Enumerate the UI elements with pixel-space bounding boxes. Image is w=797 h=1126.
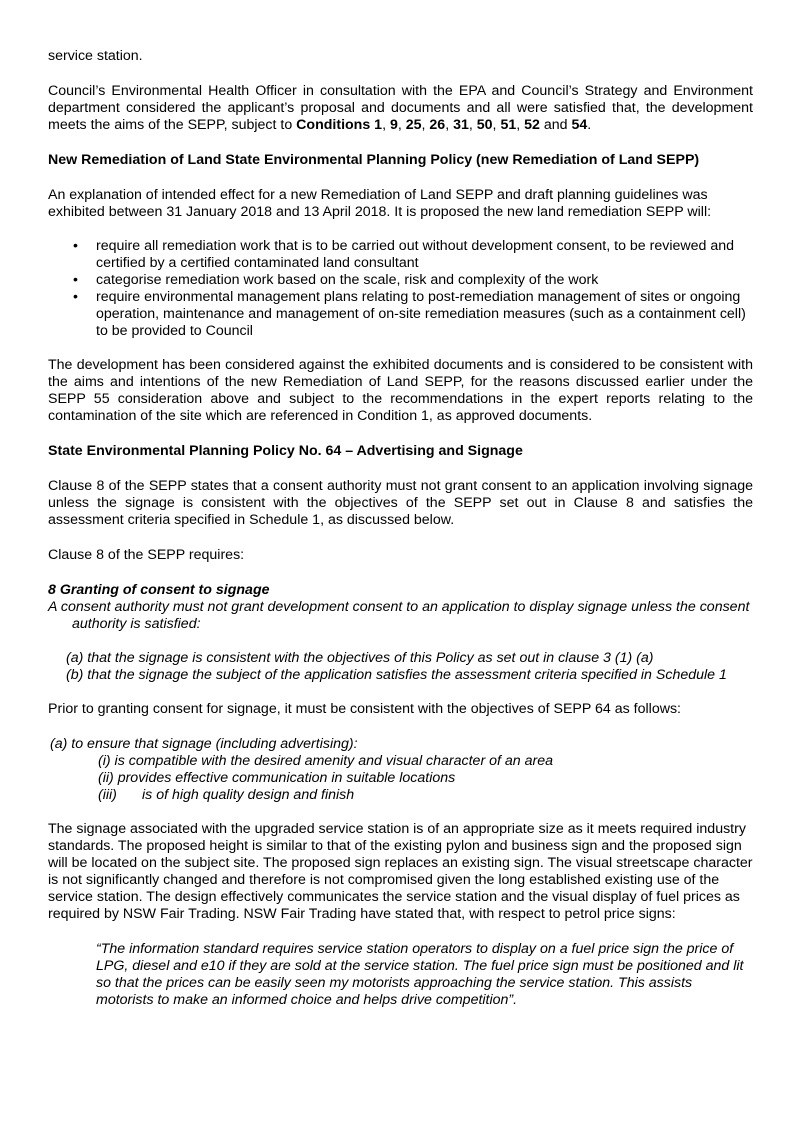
objective-iii: (iii) is of high quality design and finish xyxy=(98,787,355,803)
intro-fragment: service station. xyxy=(48,48,143,64)
objective-a: (a) to ensure that signage (including advertising): xyxy=(50,736,358,752)
condition-ref: 26 xyxy=(429,117,446,133)
council-paragraph: Council’s Environmental Health Officer in consultation with the EPA and Council’s Strategy and Environment department considered the applicant’s proposal and documents and all were satisfied that, the development meets the aims of the SEPP, subject to Conditions 1, 9, 25, 26, 31, 50, 51, 52 and 54. xyxy=(48,83,753,133)
development-paragraph: The development has been considered against the exhibited documents and is considered to be consistent with the aims and intentions of the new Remediation of Land SEPP, for the reasons discussed earlier under the SEPP 55 consideration above and subject to the recommendations in the expert reports relating to the contamination of the site which are referenced in Condition 1, as approved documents. xyxy=(48,357,753,424)
sepp64-heading: State Environmental Planning Policy No. 64 – Advertising and Signage xyxy=(48,443,523,459)
clause-item-b: (b) that the signage the subject of the application satisfies the assessment criteria specified in Schedule 1 xyxy=(66,667,727,683)
document-page xyxy=(48,48,753,1009)
objectives-list xyxy=(48,736,753,804)
granting-text: A consent authority must not grant development consent to an application to display signage unless the consent authority is satisfied: xyxy=(48,599,750,632)
remediation-heading: New Remediation of Land State Environmental Planning Policy (new Remediation of Land SEPP) xyxy=(48,152,700,168)
remediation-bullet-list xyxy=(48,238,753,340)
signage-paragraph: The signage associated with the upgraded service station is of an appropriate size as it meets required industry standards. The proposed height is similar to that of the existing pylon and business sign and the proposed sign will be located on the subject site. The proposed sign replaces an existing sign. The visual streetscape character is not significantly changed and therefore is not compromised given the long established existing use of the service station. The design effectively communicates the service station and the visual display of fuel prices as required by NSW Fair Trading. NSW Fair Trading have stated that, with respect to petrol price signs: xyxy=(48,821,753,922)
fair-trading-quote: “The information standard requires service station operators to display on a fuel price sign the price of LPG, diesel and e10 if they are sold at the service station. The fuel price sign must be positioned and lit so that the prices can be easily seen my motorists approaching the service station. This assists motorists to make an informed choice and helps drive competition”. xyxy=(96,941,744,1008)
list-item: • require all remediation work that is to be carried out without development consent, to be reviewed and certified by a certified contaminated land consultant xyxy=(73,238,735,271)
condition-ref: 50 xyxy=(476,117,493,133)
objective-i: (i) is compatible with the desired amenity and visual character of an area xyxy=(98,753,554,769)
condition-ref: Conditions 1 xyxy=(296,117,383,133)
clause-item-a: (a) that the signage is consistent with the objectives of this Policy as set out in clause 3 (1) (a) xyxy=(66,650,654,666)
list-item: • categorise remediation work based on the scale, risk and complexity of the work xyxy=(73,272,599,288)
list-item: • require environmental management plans relating to post-remediation management of sites or ongoing operation, maintenance and management of on-site remediation measures (such as a containment cell) to be provided to Council xyxy=(73,289,746,339)
condition-ref: 54 xyxy=(571,117,588,133)
condition-ref: 52 xyxy=(524,117,540,133)
condition-ref: 31 xyxy=(453,117,469,133)
objective-ii: (ii) provides effective communication in suitable locations xyxy=(98,770,456,786)
condition-ref: 25 xyxy=(405,117,422,133)
clause8-requires: Clause 8 of the SEPP requires: xyxy=(48,547,245,563)
bullet-icon: • xyxy=(73,272,78,288)
granting-heading: 8 Granting of consent to signage xyxy=(48,582,270,598)
condition-ref: 51 xyxy=(500,117,517,133)
condition-ref: 9 xyxy=(389,117,398,133)
clause-items xyxy=(48,650,753,684)
prior-paragraph: Prior to granting consent for signage, it must be consistent with the objectives of SEPP 64 as follows: xyxy=(48,701,681,717)
bullet-icon: • xyxy=(73,289,78,305)
bullet-icon: • xyxy=(73,238,78,254)
clause8-paragraph: Clause 8 of the SEPP states that a consent authority must not grant consent to an application involving signage unless the signage is consistent with the objectives of the SEPP set out in Clause 8 and satisfies the assessment criteria specified in Schedule 1, as discussed below. xyxy=(48,478,753,528)
explanation-paragraph: An explanation of intended effect for a new Remediation of Land SEPP and draft planning guidelines was exhibited between 31 January 2018 and 13 April 2018. It is proposed the new land remediation SEPP will: xyxy=(48,187,712,220)
